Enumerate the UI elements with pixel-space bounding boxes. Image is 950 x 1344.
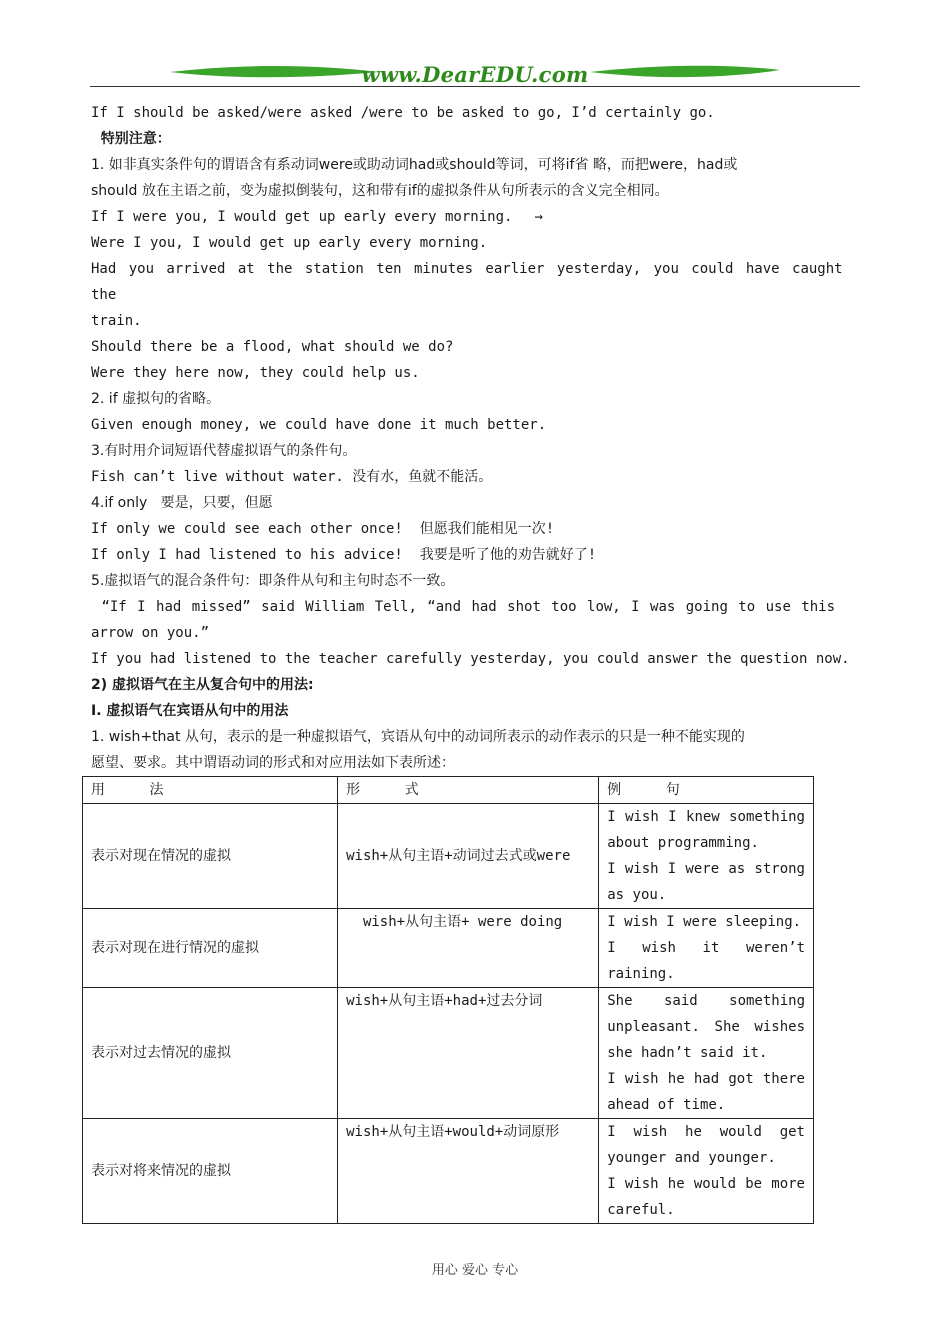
form-cell: wish+从句主语+ were doing <box>338 909 599 988</box>
text-line: train. <box>91 313 142 329</box>
wish-usage-table <box>82 776 814 1224</box>
text-line: Were they here now, they could help us. <box>91 365 420 381</box>
text-line: If only we could see each other once! 但愿我们能相见一次! <box>91 521 555 537</box>
column-header-form: 形 式 <box>338 777 599 804</box>
example-cell: She said something unpleasant. She wishes she hadn’t said it. I wish he had got there ahead of time. <box>599 988 814 1119</box>
column-header-usage: 用 法 <box>83 777 338 804</box>
text-line: 2. if 虚拟句的省略。 <box>91 391 221 407</box>
note-heading: 特别注意： <box>91 131 171 147</box>
text-line: arrow on you.” <box>91 625 210 641</box>
column-header-example: 例 句 <box>599 777 814 804</box>
text-line: Should there be a flood, what should we do? <box>91 339 454 355</box>
text-line: 5.虚拟语气的混合条件句：即条件从句和主句时态不一致。 <box>91 573 455 589</box>
example-sentence: If I were you, I would get up early every morning. <box>91 209 513 225</box>
text-line: Had you arrived at the station ten minutes earlier yesterday, you could have caught the <box>91 261 856 303</box>
form-cell: wish+从句主语+动词过去式或were <box>338 804 599 909</box>
text-line: “If I had missed” said William Tell, “and had shot too low, I was going to use this <box>91 599 836 615</box>
form-cell: wish+从句主语+would+动词原形 <box>338 1119 599 1224</box>
text-line: If I should be asked/were asked /were to be asked to go, I’d certainly go. <box>91 105 715 121</box>
document-body <box>91 100 861 776</box>
example-cell: I wish he would get younger and younger. I wish he would be more careful. <box>599 1119 814 1224</box>
usage-cell: 表示对过去情况的虚拟 <box>83 988 338 1119</box>
table-row <box>83 988 814 1119</box>
text-line: If you had listened to the teacher carefully yesterday, you could answer the question now. <box>91 651 850 667</box>
text-line: 愿望、要求。其中谓语动词的形式和对应用法如下表所述： <box>91 755 455 771</box>
text-line: 3.有时用介词短语代替虚拟语气的条件句。 <box>91 443 357 459</box>
text-line: 1. wish+that 从句，表示的是一种虚拟语气，宾语从句中的动词所表示的动作表示的只是一种不能实现的 <box>91 729 745 745</box>
text-line <box>91 204 861 230</box>
example-cell: I wish I knew something about programming. I wish I were as strong as you. <box>599 804 814 909</box>
text-line: If only I had listened to his advice! 我要是听了他的劝告就好了! <box>91 547 597 563</box>
example-cell: I wish I were sleeping. I wish it weren’t raining. <box>599 909 814 988</box>
text-line: should 放在主语之前，变为虚拟倒装句，这和带有if的虚拟条件从句所表示的含义完全相同。 <box>91 183 669 199</box>
table-row <box>83 804 814 909</box>
section-heading: 2) 虚拟语气在主从复合句中的用法: <box>91 677 314 693</box>
site-logo: www.DearEDU.com <box>361 62 589 87</box>
table-row <box>83 909 814 988</box>
usage-cell: 表示对现在情况的虚拟 <box>83 804 338 909</box>
table-row <box>83 1119 814 1224</box>
form-cell: wish+从句主语+had+过去分词 <box>338 988 599 1119</box>
usage-cell: 表示对将来情况的虚拟 <box>83 1119 338 1224</box>
usage-cell: 表示对现在进行情况的虚拟 <box>83 909 338 988</box>
text-line: Fish can’t live without water. 没有水，鱼就不能活。 <box>91 469 493 485</box>
text-line: Were I you, I would get up early every morning. <box>91 235 488 251</box>
table-header-row <box>83 777 814 804</box>
subsection-heading: I. 虚拟语气在宾语从句中的用法 <box>91 703 289 719</box>
text-line: Given enough money, we could have done it much better. <box>91 417 547 433</box>
text-line: 1. 如非真实条件句的谓语含有系动词were或助动词had或should等词，可将if省 略，而把were，had或 <box>91 157 738 173</box>
arrow-icon: → <box>534 209 543 225</box>
page-footer: 用心 爱心 专心 <box>431 1263 519 1278</box>
header-rule <box>90 86 860 87</box>
text-line: 4.if only 要是，只要，但愿 <box>91 495 273 511</box>
